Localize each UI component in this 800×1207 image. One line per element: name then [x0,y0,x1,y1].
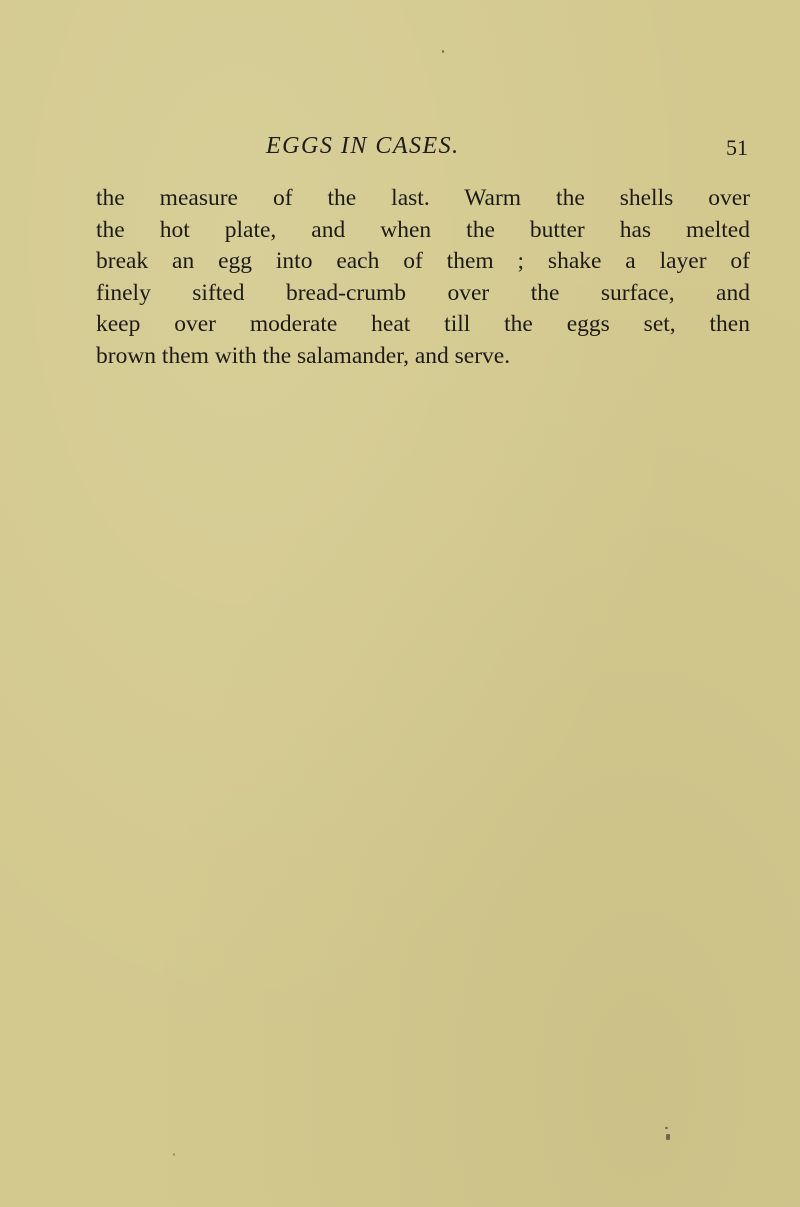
body-paragraph [96,183,750,372]
text-line: brown them with the salamander, and serve. [96,342,511,369]
text-line: keep over moderate heat till the eggs set, then [96,311,750,337]
paper-speck [665,1127,668,1129]
running-title: EGGS IN CASES. [266,133,460,159]
text-line: break an egg into each of them ; shake a layer of [96,248,750,274]
paper-speck [666,1134,670,1140]
text-line: the hot plate, and when the butter has melted [96,216,750,243]
text-line: the measure of the last. Warm the shells over [96,185,750,211]
page-number: 51 [726,135,748,160]
paper-speck [173,1153,175,1156]
paper-speck [442,50,444,53]
running-head [96,133,748,167]
text-line: finely sifted bread-crumb over the surface, and [96,279,750,306]
